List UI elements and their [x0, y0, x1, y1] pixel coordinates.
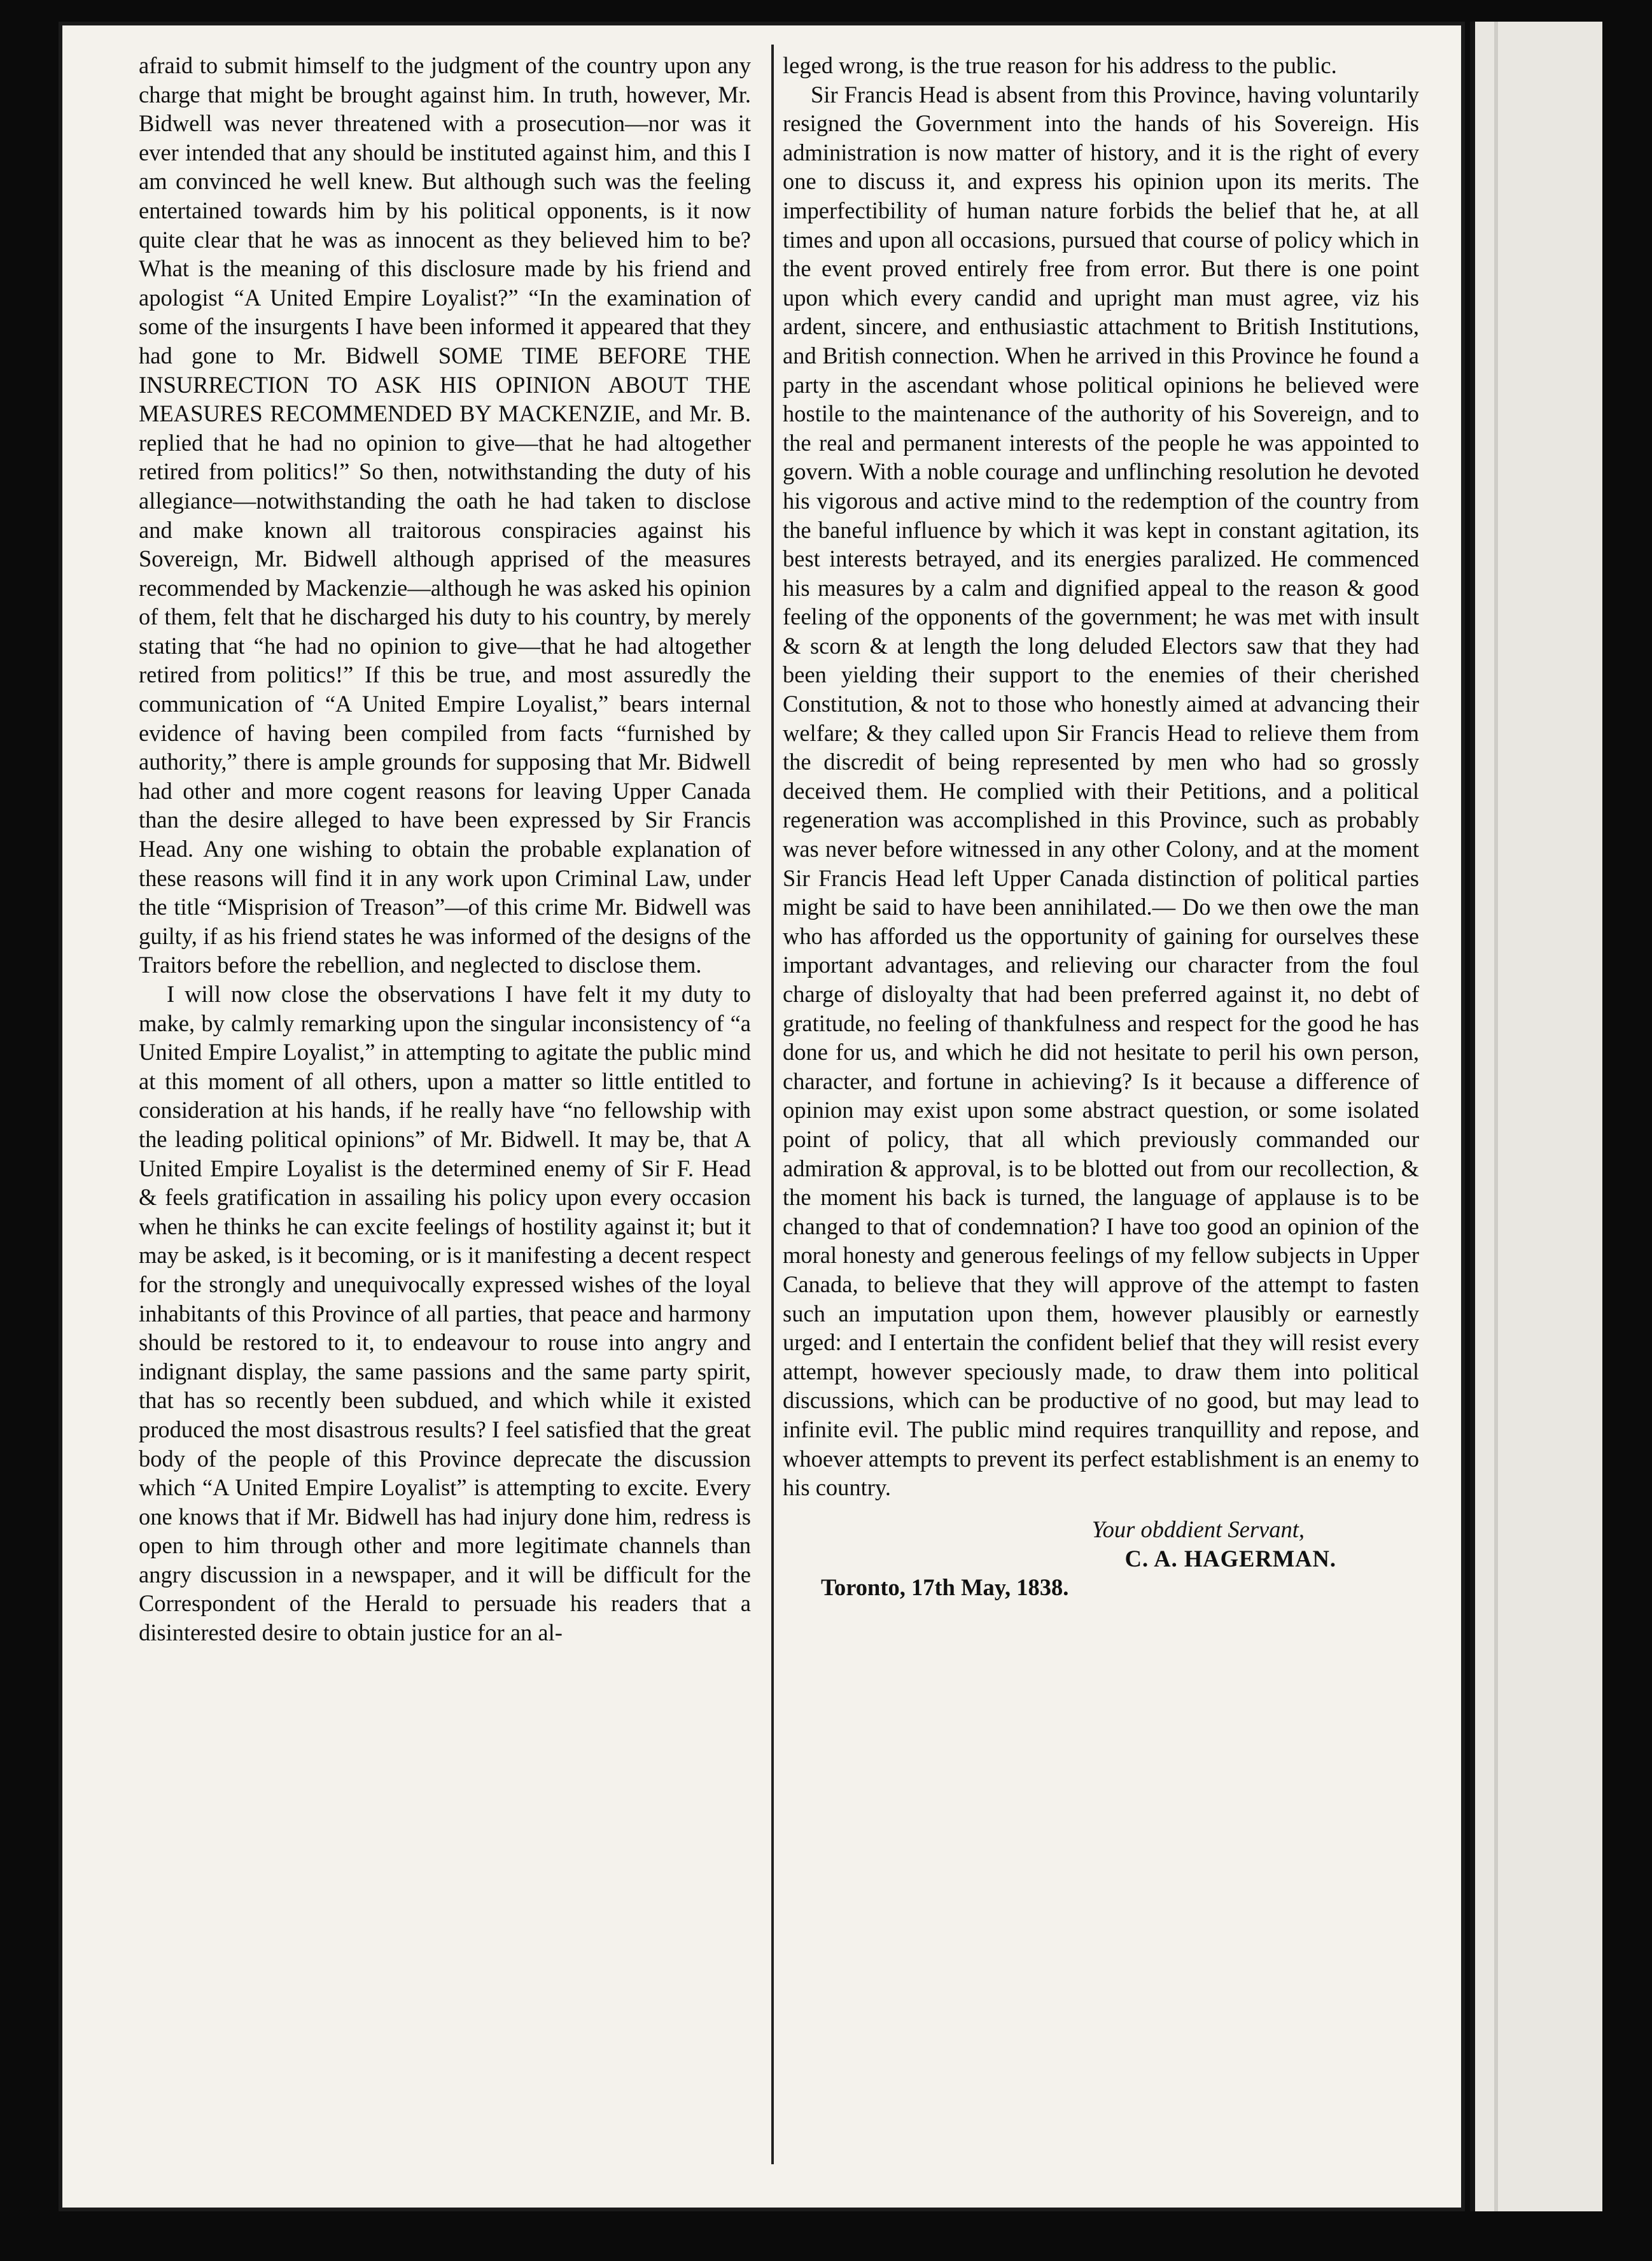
dateline: Toronto, 17th May, 1838.	[821, 1574, 1069, 1601]
right-column	[783, 51, 1419, 1502]
closing-salutation: Your obddient Servant,	[1091, 1516, 1305, 1542]
facing-page-edge	[1470, 22, 1602, 2211]
right-paragraph-2: Sir Francis Head is absent from this Province, having voluntarily resigned the Government into the hands of his Sovereign. His administration is now matter of history, and it is the right of every one to discuss it, and express his opinion upon its merits. The imperfectibility of human nature forbids the belief that he, at all times and upon all occasions, pursued that course of policy which in the event proved entirely free from error. But there is one point upon which every candid and upright man must agree, viz his ardent, sincere, and enthusiastic attachment to British Institutions, and British connection. When he arrived in this Province he found a party in the ascendant whose political opinions he believed were hostile to the maintenance of the authority of his Sovereign, and to the real and permanent interests of the people he was appointed to govern. With a noble courage and unflinching resolution he devoted his vigorous and active mind to the redemption of the country from the baneful influence by which it was kept in constant agitation, its best interests betrayed, and its energies paralized. He commenced his measures by a calm and dignified appeal to the reason & good feeling of the opponents of the government; he was met with insult & scorn & at length the long deluded Electors saw that they had been yielding their support to the enemies of their cherished Constitution, & not to those who honestly aimed at advancing their welfare; & they called upon Sir Francis Head to relieve them from the discredit of being represented by men who had so grossly deceived them. He complied with their Petitions, and a political regeneration was accomplished in this Province, such as probably was never before witnessed in any other Colony, and at the moment Sir Francis Head left Upper Canada distinction of political parties might be said to have been annihilated.— Do we then owe the man who has afforded us the opportunity of gaining for ourselves these important advantages, and relieving our character from the foul charge of disloyalty that had been preferred against it, no debt of gratitude, no feeling of thankfulness and respect for the good he has done for us, and which he did not hesitate to peril his own person, character, and fortune in achieving? Is it because a difference of opinion may exist upon some abstract question, or some isolated point of policy, that all which previously commanded our admiration & approval, is to be blotted out from our recollection, & the moment his back is turned, the language of applause is to be changed to that of condemnation? I have too good an opinion of the moral honesty and generous feelings of my fellow subjects in Upper Canada, to believe that they will approve of the attempt to fasten such an imputation upon them, however plausibly or earnestly urged: and I entertain the confident belief that they will resist every attempt, however speciously made, to draw them into political discussions, which can be productive of no good, but may lead to infinite evil. The public mind requires tranquillity and repose, and whoever attempts to prevent its perfect establishment is an enemy to his country.	[783, 81, 1419, 1501]
signature-name: C. A. HAGERMAN.	[1124, 1545, 1336, 1572]
right-paragraph-1: leged wrong, is the true reason for his address to the public.	[783, 52, 1337, 78]
left-paragraph-1: afraid to submit himself to the judgment of the country upon any charge that might be brought against him. In truth, however, Mr. Bidwell was never threatened with a prosecution—nor was it ever intended that any should be instituted against him, and this I am convinced he well knew. But although such was the feeling entertained towards him by his political opponents, is it now quite clear that he was as innocent as they believed him to be? What is the meaning of this disclosure made by his friend and apologist “A United Empire Loyalist?” “In the examination of some of the insurgents I have been informed it appeared that they had gone to Mr. Bidwell SOME TIME BEFORE THE INSURRECTION TO ASK HIS OPINION ABOUT THE MEASURES RECOMMENDED BY MACKENZIE, and Mr. B. replied that he had no opinion to give—that he had altogether retired from politics!” So then, notwithstanding the duty of his allegiance—notwithstanding the oath he had taken to disclose and make known all traitorous conspiracies against his Sovereign, Mr. Bidwell although apprised of the measures recommended by Mackenzie—although he was asked his opinion of them, felt that he discharged his duty to his country, by merely stating that “he had no opinion to give—that he had altogether retired from politics!” If this be true, and most assuredly the communication of “A United Empire Loyalist,” bears internal evidence of having been compiled from facts “furnished by authority,” there is ample grounds for supposing that Mr. Bidwell had other and more cogent reasons for leaving Upper Canada than the desire alleged to have been expressed by Sir Francis Head. Any one wishing to obtain the probable explanation of these reasons will find it in any work upon Criminal Law, under the title “Misprision of Treason”—of this crime Mr. Bidwell was guilty, if as his friend states he was informed of the designs of the Traitors before the rebellion, and neglected to disclose them.	[139, 52, 751, 978]
letter-closing	[783, 1515, 1419, 1602]
left-column	[139, 51, 751, 1647]
page-edge-line	[1494, 22, 1498, 2211]
left-paragraph-2: I will now close the observations I have felt it my duty to make, by calmly remarking upon the singular inconsistency of “a United Empire Loyalist,” in attempting to agitate the public mind at this moment of all others, upon a matter so little entitled to consideration at his hands, if he really have “no fellowship with the leading political opinions” of Mr. Bidwell. It may be, that A United Empire Loyalist is the determined enemy of Sir F. Head & feels gratification in assailing his policy upon every occasion when he thinks he can excite feelings of hostility against it; but it may be asked, is it becoming, or is it manifesting a decent respect for the strongly and unequivocally expressed wishes of the loyal inhabitants of this Province of all parties, that peace and harmony should be restored to it, to endeavour to rouse into angry and indignant display, the same passions and the same party spirit, that has so recently been subdued, and which while it existed produced the most disastrous results? I feel satisfied that the great body of the people of this Province deprecate the discussion which “A United Empire Loyalist” is attempting to excite. Every one knows that if Mr. Bidwell has had injury done him, redress is open to him through other and more legitimate channels than angry discussion in a newspaper, and it will be difficult for the Correspondent of the Herald to persuade his readers that a disinterested desire to obtain justice for an al-	[139, 981, 751, 1646]
column-divider	[771, 45, 774, 2164]
